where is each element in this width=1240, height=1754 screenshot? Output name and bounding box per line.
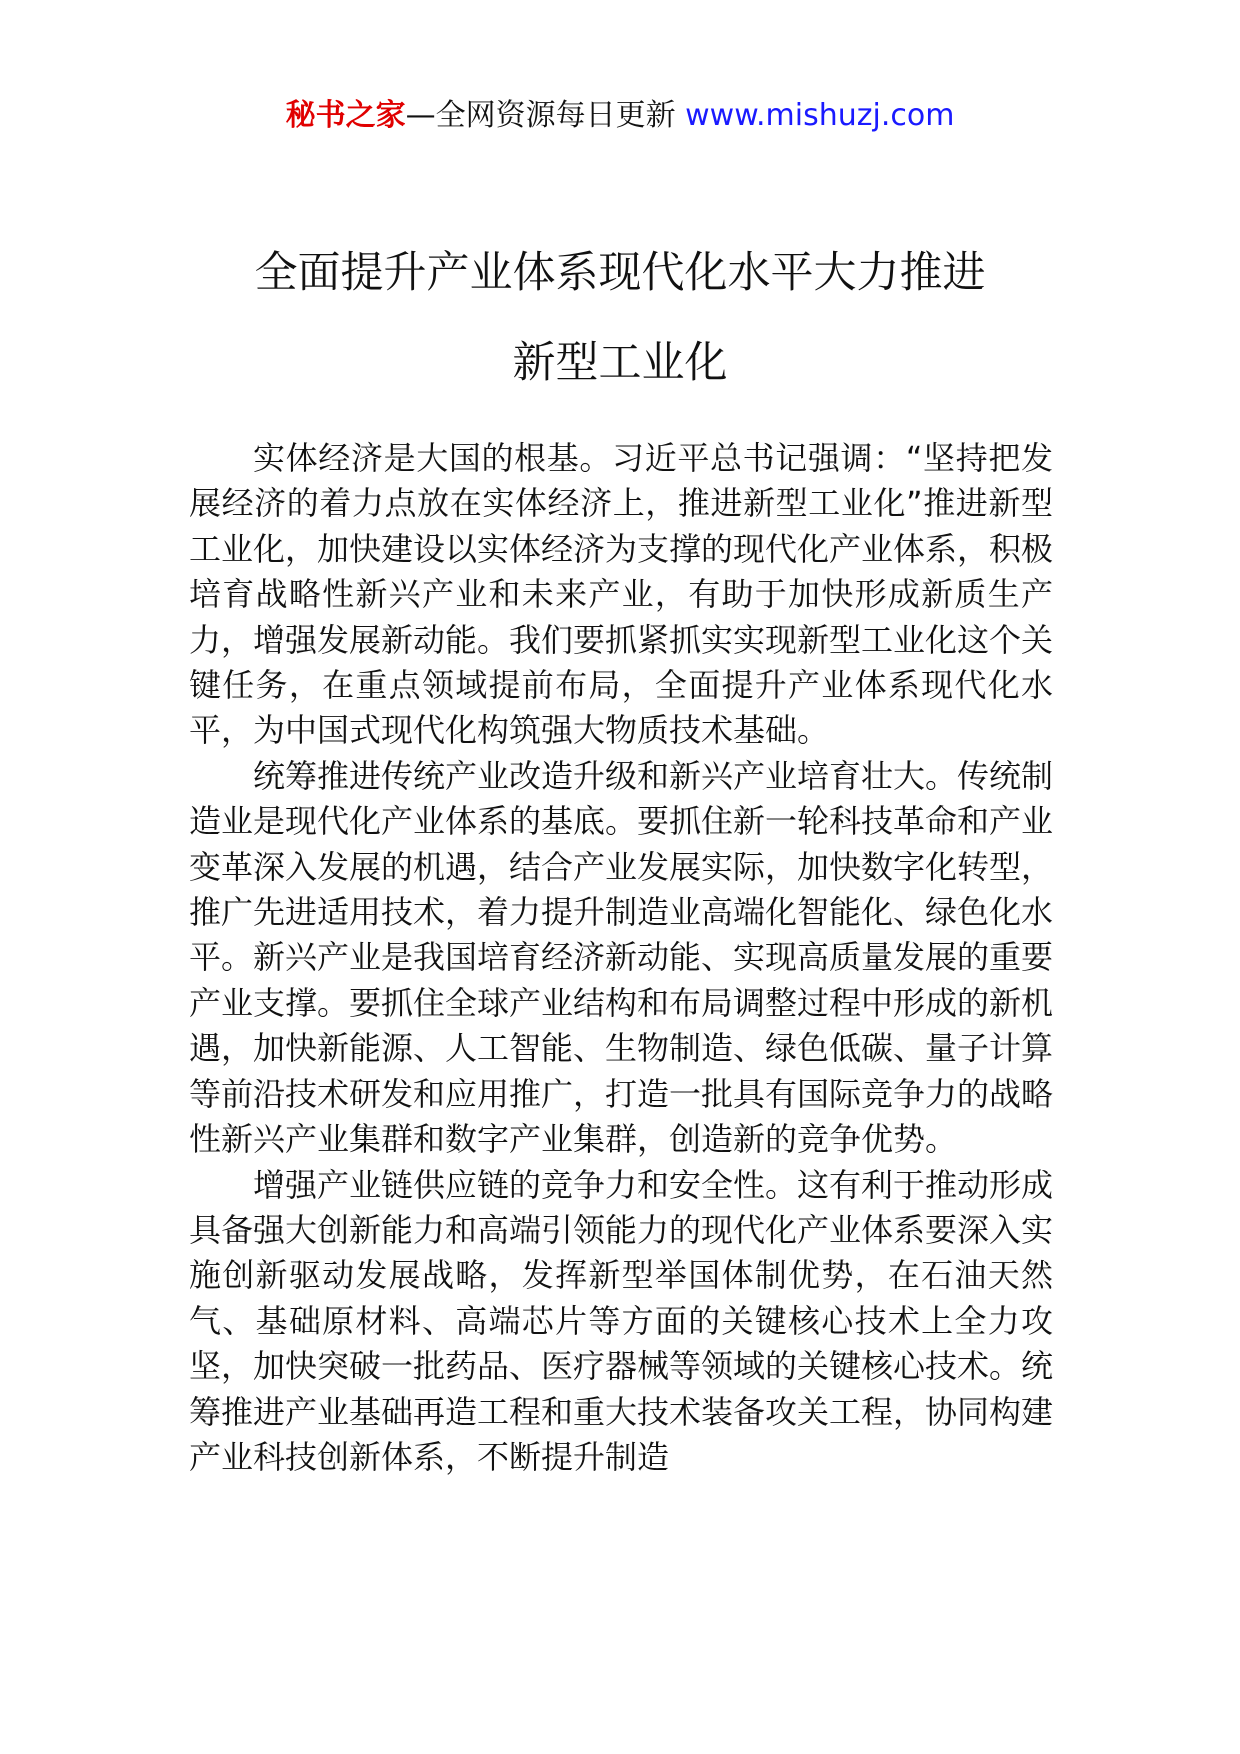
paragraph-1: 实体经济是大国的根基。习近平总书记强调：“坚持把发展经济的着力点放在实体经济上，推进新型工业化”推进新型工业化，加快建设以实体经济为支撑的现代化产业体系，积极培育战略性新兴产业和未来产业，有助于加快形成新质生产力，增强发展新动能。我们要抓紧抓实实现新型工业化这个关键任务，在重点领域提前布局，全面提升产业体系现代化水平，为中国式现代化构筑强大物质技术基础。 (189, 439, 1054, 750)
site-url-link[interactable]: www.mishuzj.com (685, 98, 955, 133)
article-title (0, 228, 1240, 408)
paragraph-2: 统筹推进传统产业改造升级和新兴产业培育壮大。传统制造业是现代化产业体系的基底。要抓住新一轮科技革命和产业变革深入发展的机遇，结合产业发展实际，加快数字化转型，推广先进适用技术，着力提升制造业高端化智能化、绿色化水平。新兴产业是我国培育经济新动能、实现高质量发展的重要产业支撑。要抓住全球产业结构和布局调整过程中形成的新机遇，加快新能源、人工智能、生物制造、绿色低碳、量子计算等前沿技术研发和应用推广，打造一批具有国际竞争力的战略性新兴产业集群和数字产业集群，创造新的竞争优势。 (189, 756, 1054, 1159)
site-slogan: —全网资源每日更新 (405, 98, 686, 133)
site-header (0, 96, 1240, 136)
article-body (189, 436, 1053, 1480)
paragraph-3: 增强产业链供应链的竞争力和安全性。这有利于推动形成具备强大创新能力和高端引领能力的现代化产业体系要深入实施创新驱动发展战略，发挥新型举国体制优势，在石油天然气、基础原材料、高端芯片等方面的关键核心技术上全力攻坚，加快突破一批药品、医疗器械等领域的关键核心技术。统筹推进产业基础再造工程和重大技术装备攻关工程，协同构建产业科技创新体系，不断提升制造 (189, 1165, 1054, 1476)
site-brand: 秘书之家 (285, 98, 406, 133)
title-line-1: 全面提升产业体系现代化水平大力推进 (254, 248, 986, 298)
title-line-2: 新型工业化 (512, 338, 728, 388)
